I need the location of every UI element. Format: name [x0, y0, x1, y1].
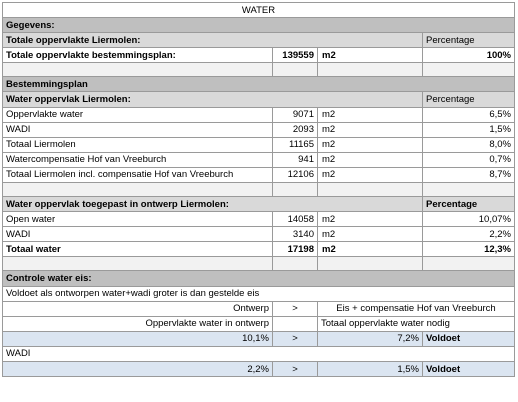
gegevens-heading: Gegevens:	[3, 18, 515, 33]
row-pct: 2,2%	[423, 227, 515, 242]
row-unit: m2	[318, 48, 423, 63]
row-pct: 12,3%	[423, 242, 515, 257]
row-unit: m2	[318, 137, 423, 152]
row-label: Watercompensatie Hof van Vreeburch	[3, 152, 273, 167]
row-pct: 10,07%	[423, 212, 515, 227]
table-row	[3, 227, 515, 242]
controle-wadi-row	[3, 346, 515, 361]
row-label: Totaal water	[3, 242, 273, 257]
ontwerp-subheader: Water oppervlak toegepast in ontwerp Liermolen:	[3, 197, 423, 212]
controle-right-value: 7,2%	[318, 331, 423, 346]
controle-right-col: Eis + compensatie Hof van Vreeburch	[318, 301, 515, 316]
sheet-title: WATER	[3, 3, 515, 18]
row-pct: 100%	[423, 48, 515, 63]
row-label: Open water	[3, 212, 273, 227]
table-row	[3, 242, 515, 257]
row-value: 9071	[273, 107, 318, 122]
ontwerp-pct-header: Percentage	[423, 197, 515, 212]
controle-op-value: >	[273, 361, 318, 376]
controle-result-row	[3, 331, 515, 346]
row-value: 2093	[273, 122, 318, 137]
controle-heading-row	[3, 271, 515, 286]
controle-operator: >	[273, 301, 318, 316]
controle-subcols-row	[3, 316, 515, 331]
controle-result-row	[3, 361, 515, 376]
row-unit: m2	[318, 227, 423, 242]
row-unit: m2	[318, 242, 423, 257]
row-label: WADI	[3, 122, 273, 137]
controle-description: Voldoet als ontworpen water+wadi groter is dan gestelde eis	[3, 286, 515, 301]
table-row	[3, 152, 515, 167]
controle-wadi-label: WADI	[3, 346, 515, 361]
controle-op-value: >	[273, 331, 318, 346]
controle-left-sub: Oppervlakte water in ontwerp	[3, 316, 273, 331]
controle-right-value: 1,5%	[318, 361, 423, 376]
controle-right-sub: Totaal oppervlakte water nodig	[318, 316, 515, 331]
bestemmingsplan-pct-header: Percentage	[423, 92, 515, 107]
controle-left-value: 2,2%	[3, 361, 273, 376]
row-value: 17198	[273, 242, 318, 257]
controle-left-col: Ontwerp	[3, 301, 273, 316]
gegevens-heading-row	[3, 18, 515, 33]
row-pct: 0,7%	[423, 152, 515, 167]
controle-columns-row	[3, 301, 515, 316]
water-table	[2, 2, 515, 377]
row-label: Totaal Liermolen	[3, 137, 273, 152]
row-value: 3140	[273, 227, 318, 242]
controle-heading: Controle water eis:	[3, 271, 515, 286]
row-pct: 1,5%	[423, 122, 515, 137]
gegevens-subheader-row	[3, 33, 515, 48]
row-label: WADI	[3, 227, 273, 242]
controle-status: Voldoet	[423, 361, 515, 376]
ontwerp-subheader-row	[3, 197, 515, 212]
spacer-row	[3, 257, 515, 271]
row-label: Totale oppervlakte bestemmingsplan:	[3, 48, 273, 63]
row-unit: m2	[318, 122, 423, 137]
title-row	[3, 3, 515, 18]
table-row	[3, 212, 515, 227]
bestemmingsplan-subheader-row	[3, 92, 515, 107]
table-row	[3, 137, 515, 152]
row-value: 139559	[273, 48, 318, 63]
bestemmingsplan-subheader: Water oppervlak Liermolen:	[3, 92, 423, 107]
bestemmingsplan-heading: Bestemmingsplan	[3, 77, 515, 92]
spacer-row	[3, 63, 515, 77]
controle-left-value: 10,1%	[3, 331, 273, 346]
row-unit: m2	[318, 107, 423, 122]
row-pct: 8,7%	[423, 167, 515, 182]
row-value: 12106	[273, 167, 318, 182]
gegevens-subheader: Totale oppervlakte Liermolen:	[3, 33, 423, 48]
controle-description-row	[3, 286, 515, 301]
row-value: 11165	[273, 137, 318, 152]
row-unit: m2	[318, 152, 423, 167]
row-label: Totaal Liermolen incl. compensatie Hof van Vreeburch	[3, 167, 273, 182]
table-row	[3, 107, 515, 122]
row-pct: 8,0%	[423, 137, 515, 152]
controle-status: Voldoet	[423, 331, 515, 346]
row-unit: m2	[318, 167, 423, 182]
spacer-row	[3, 183, 515, 197]
row-value: 14058	[273, 212, 318, 227]
water-sheet	[2, 2, 514, 377]
row-unit: m2	[318, 212, 423, 227]
bestemmingsplan-heading-row	[3, 77, 515, 92]
row-pct: 6,5%	[423, 107, 515, 122]
gegevens-pct-header: Percentage	[423, 33, 515, 48]
row-label: Oppervlakte water	[3, 107, 273, 122]
table-row	[3, 167, 515, 182]
table-row	[3, 122, 515, 137]
row-value: 941	[273, 152, 318, 167]
gegevens-row	[3, 48, 515, 63]
